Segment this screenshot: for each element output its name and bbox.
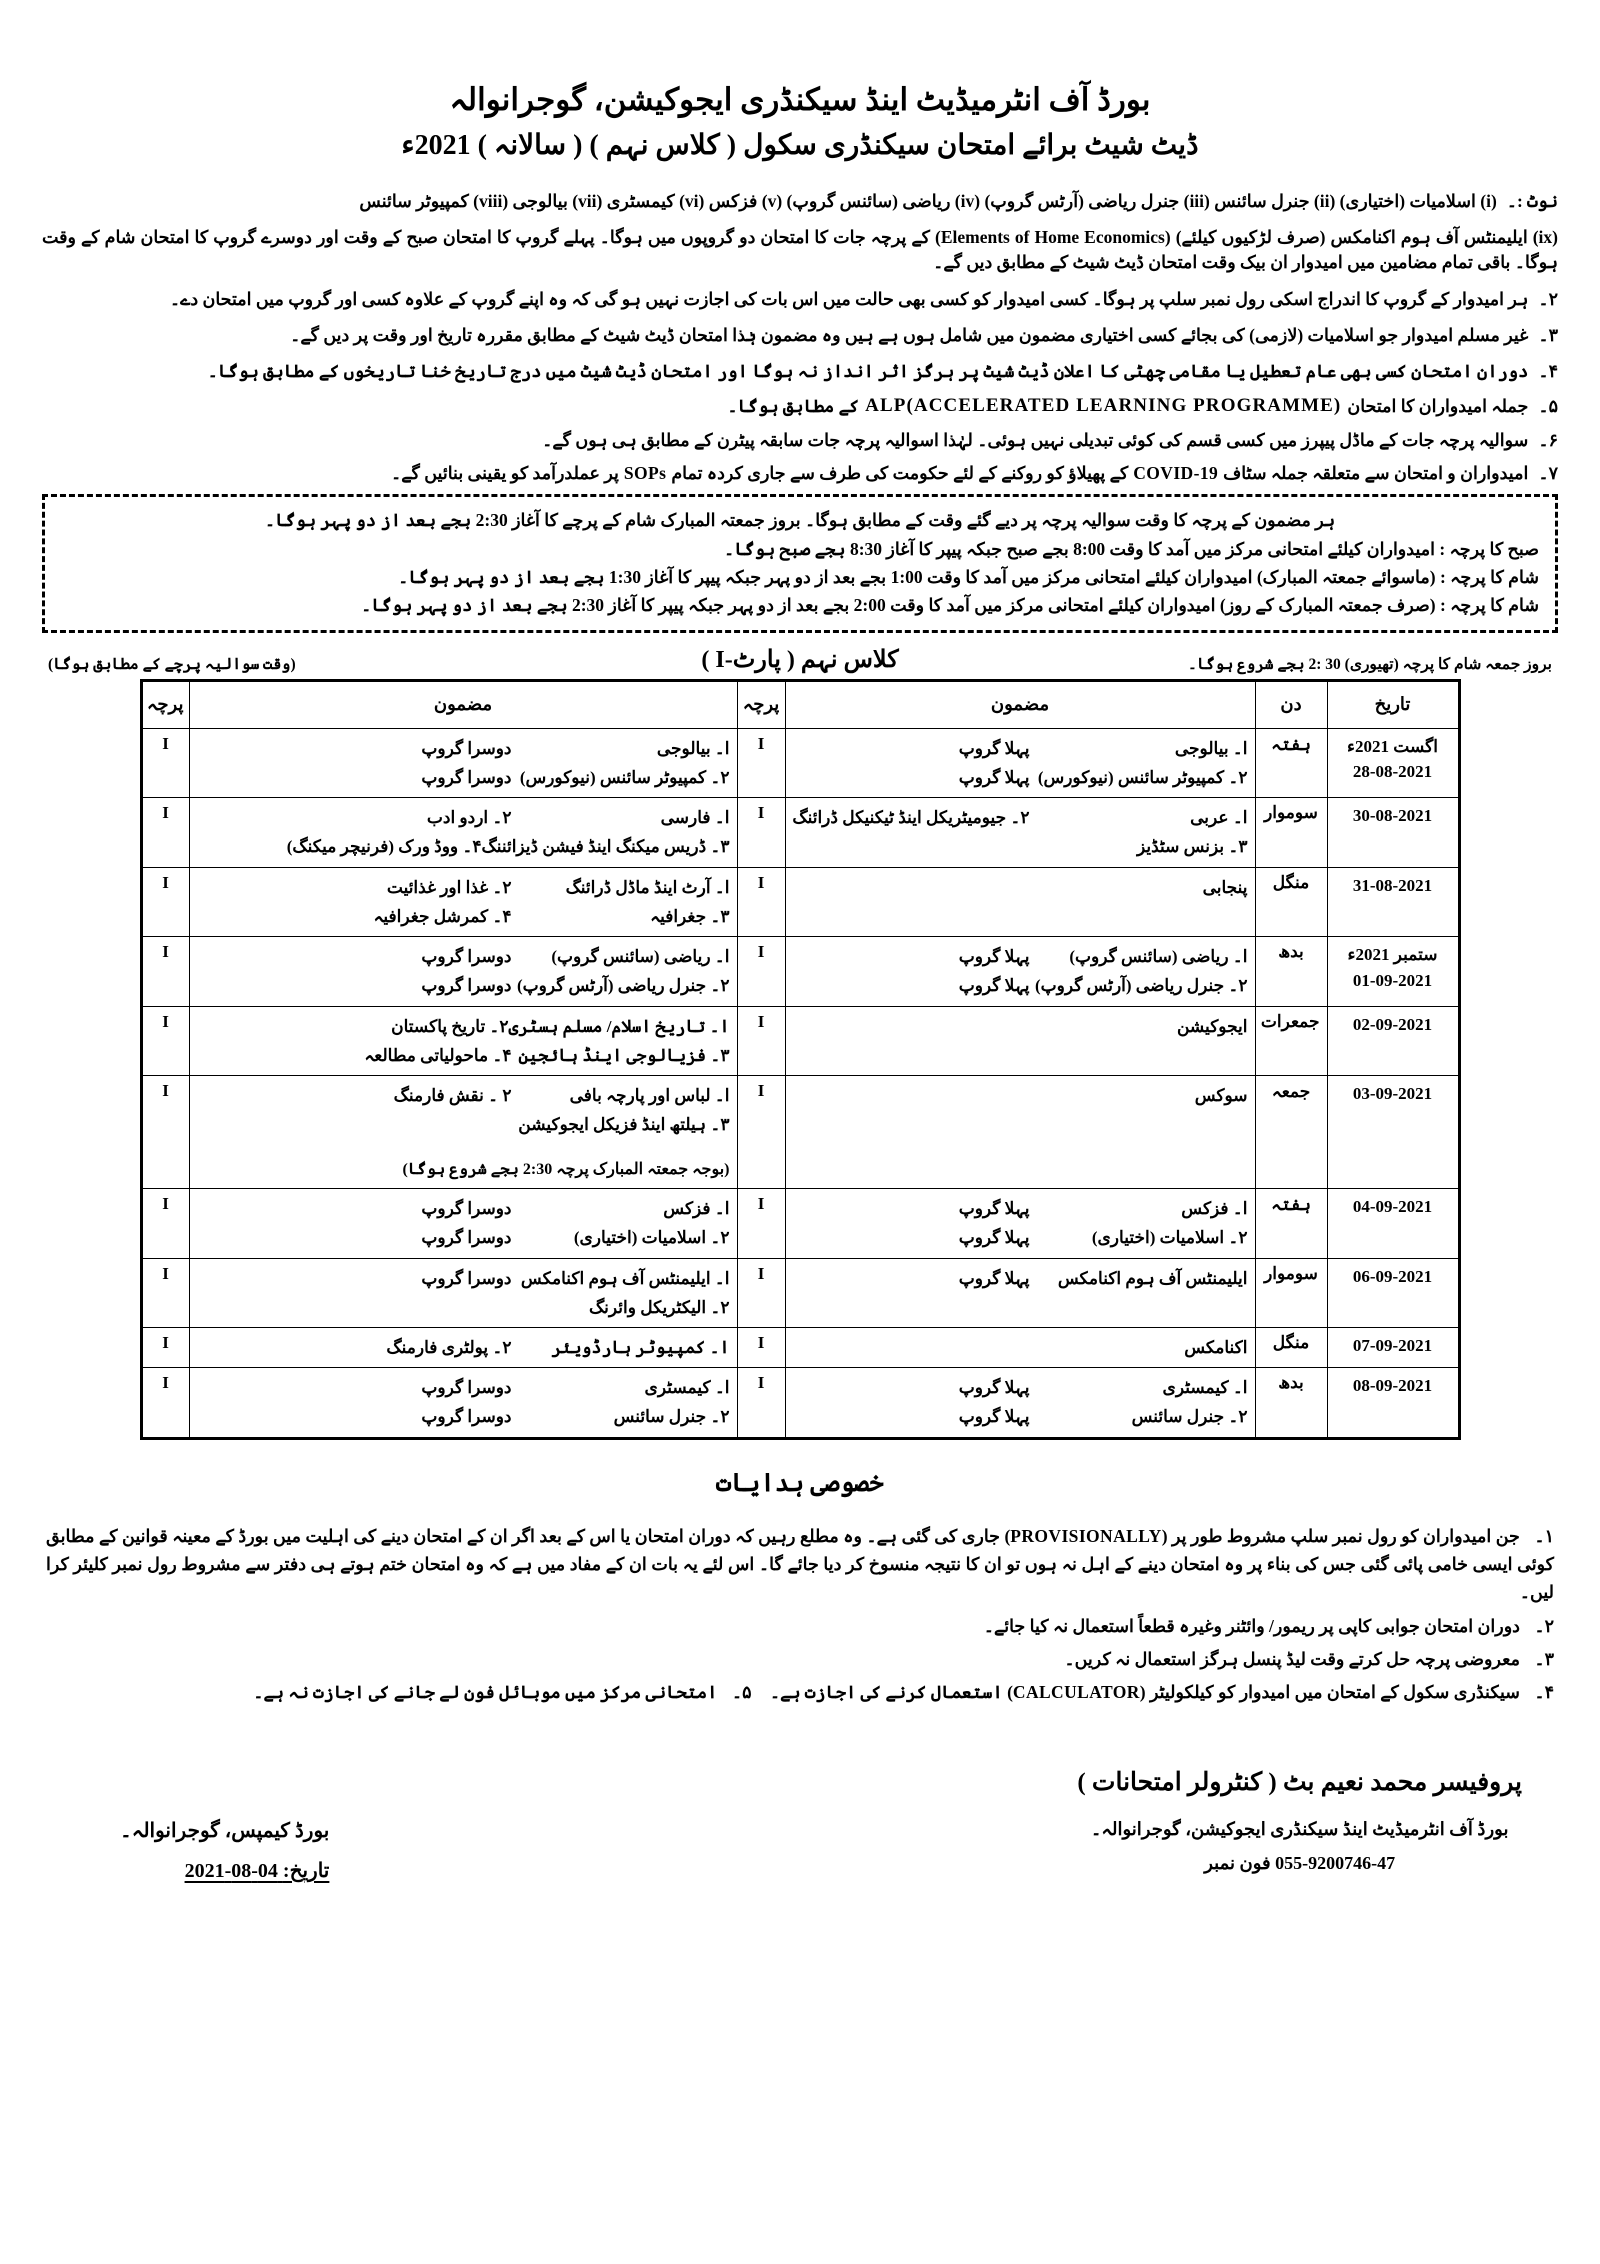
cell-subject-evening bbox=[189, 1368, 737, 1438]
special-5-text: امتحانی مرکز میں موبائل فون لے جانے کی اجازت نہ ہے۔ bbox=[253, 1682, 718, 1703]
cell-paper-morning: I bbox=[737, 1006, 785, 1075]
subject-name: ا۔ بیالوجی bbox=[656, 738, 730, 758]
subject-line bbox=[197, 1293, 730, 1322]
subject-group: پہلا گروپ bbox=[958, 1268, 1030, 1288]
timing-friday-row bbox=[61, 591, 1539, 619]
cell-paper-morning: I bbox=[737, 1258, 785, 1327]
special-4-text-a: سیکنڈری سکول کے امتحان میں امیدوار کو کیلکولیٹر ( bbox=[1139, 1682, 1520, 1703]
cell-paper-evening: I bbox=[141, 1189, 189, 1258]
cell-paper-morning: I bbox=[737, 1368, 785, 1438]
cell-date bbox=[1327, 1189, 1459, 1258]
subject-line bbox=[793, 942, 1248, 971]
special-instructions-title: خصوصی ہدایات bbox=[716, 1469, 884, 1497]
cell-day: منگل bbox=[1255, 867, 1327, 936]
subject-line bbox=[793, 1373, 1248, 1402]
alp-programme-name: ALP(ACCELERATED LEARNING PROGRAMME) bbox=[865, 394, 1342, 416]
subject-line bbox=[793, 832, 1248, 861]
date-value: 08-09-2021 bbox=[1352, 1376, 1433, 1396]
subject-name: اکنامکس bbox=[1184, 1338, 1248, 1358]
subject-name: ۲۔ کمپیوٹر سائنس (نیوکورس) bbox=[519, 767, 730, 787]
subject-group: ۲ ۔ نقش فارمنگ bbox=[393, 1086, 512, 1106]
subject-line bbox=[197, 1194, 730, 1223]
cell-paper-morning: I bbox=[737, 867, 785, 936]
cell-paper-morning: I bbox=[737, 1328, 785, 1368]
note-item-1 bbox=[42, 189, 1558, 214]
table-row bbox=[141, 1368, 1459, 1438]
subject-line bbox=[197, 902, 730, 931]
subject-line bbox=[197, 1264, 730, 1293]
subject-line bbox=[793, 763, 1248, 792]
subject-name: ا۔ فزکس bbox=[663, 1199, 730, 1219]
subject-line bbox=[197, 1373, 730, 1402]
subject-line bbox=[793, 1264, 1248, 1293]
phone-number: 055-9200746-47 bbox=[1275, 1853, 1396, 1874]
subject-line bbox=[197, 1012, 730, 1041]
note-7-text-a: امیدواران و امتحان سے متعلقہ جملہ سٹاف bbox=[1223, 463, 1529, 484]
cell-paper-evening: I bbox=[141, 867, 189, 936]
cell-subject-evening bbox=[189, 867, 737, 936]
issue-details bbox=[120, 1759, 329, 1891]
subject-line bbox=[793, 1333, 1248, 1362]
note-1-body: (ix) ایلیمنٹس آف ہوم اکنامکس (صرف لڑکیوں کیلئے) (Elements of Home Economics) کے پرچہ جات کا امتحان دو گروپوں میں ہوگا۔ پہلے گروپ کا امتحان صبح کے وقت اور دوسرے گروپ کا امتحان شام کے وقت ہوگا۔ باقی تمام مضامین میں امیدوار ان بیک وقت امتحان ڈیٹ شیٹ کے مطابق دیں گے۔ bbox=[42, 226, 1558, 273]
subject-group: ۲۔ غذا اور غذائیت bbox=[386, 877, 512, 897]
cell-day: ہفتہ bbox=[1255, 728, 1327, 797]
notes-block bbox=[42, 189, 1558, 484]
subject-name: ا۔ آرٹ اینڈ ماڈل ڈرائنگ bbox=[565, 877, 730, 897]
issue-date-row bbox=[120, 1851, 329, 1891]
cell-day: بدھ bbox=[1255, 1368, 1327, 1438]
subject-line bbox=[197, 1041, 730, 1070]
subject-name: ا۔ ریاضی (سائنس گروپ) bbox=[1069, 947, 1248, 967]
note-5-after: کے مطابق ہوگا۔ bbox=[727, 395, 860, 416]
note-2-marker: ۲۔ bbox=[1538, 288, 1558, 309]
subject-name: ۲۔ جنرل سائنس bbox=[613, 1407, 730, 1427]
subject-group: دوسرا گروپ bbox=[421, 767, 512, 787]
table-body bbox=[141, 728, 1459, 1438]
date-value: 04-09-2021 bbox=[1352, 1197, 1433, 1217]
subject-line bbox=[793, 1012, 1248, 1041]
cell-subject-evening bbox=[189, 1006, 737, 1075]
subject-name: پنجابی bbox=[1202, 877, 1248, 897]
subject-line bbox=[197, 942, 730, 971]
special-items-4-and-5 bbox=[46, 1678, 1554, 1706]
class-title-strip bbox=[48, 645, 1552, 674]
subject-line bbox=[197, 1110, 730, 1139]
table-row bbox=[141, 798, 1459, 867]
timing-morning-text: امیدواران کیلئے امتحانی مرکز میں آمد کا وقت 8:00 بجے صبح جبکہ پیپر کا آغاز 8:30 بجے صبح ہوگا۔ bbox=[724, 538, 1435, 559]
cell-day: سوموار bbox=[1255, 798, 1327, 867]
subject-name: ۳۔ فزیالوجی اینڈ ہائجین bbox=[518, 1045, 730, 1065]
table-head bbox=[141, 680, 1459, 728]
note-label: نوٹ :۔ bbox=[1506, 190, 1558, 211]
paper-time-note: (وقت سوالیہ پرچے کے مطابق ہوگا) bbox=[47, 655, 296, 673]
cell-date bbox=[1327, 1328, 1459, 1368]
cell-subject-evening bbox=[189, 937, 737, 1006]
note-item-7-covid bbox=[42, 464, 1558, 483]
special-2-text: دوران امتحان جوابی کاپی پر ریمور/ وائٹنر وغیرہ قطعاً استعمال نہ کیا جائے۔ bbox=[983, 1615, 1520, 1636]
subject-group: دوسرا گروپ bbox=[421, 738, 512, 758]
cell-date bbox=[1327, 867, 1459, 936]
subject-name: ا۔ فارسی bbox=[660, 808, 730, 828]
cell-subject-evening bbox=[189, 798, 737, 867]
cell-subject-evening bbox=[189, 728, 737, 797]
note-3-text: غیر مسلم امیدوار جو اسلامیات (لازمی) کی بجائے کسی اختیاری مضمون میں شامل ہوں ہے ہیں وہ مضمون ہٰذا امتحان ڈیٹ شیٹ کے مطابق مقررہ تاریخ اور وقت پر دیں گے۔ bbox=[290, 325, 1529, 346]
cell-paper-evening: I bbox=[141, 1258, 189, 1327]
document-footer bbox=[120, 1759, 1522, 1891]
subject-line bbox=[793, 1194, 1248, 1223]
special-item-3 bbox=[46, 1645, 1554, 1673]
note-item-2 bbox=[42, 287, 1558, 312]
special-2-marker: ۲۔ bbox=[1534, 1615, 1554, 1636]
subject-line bbox=[793, 971, 1248, 1000]
cell-subject-morning bbox=[785, 937, 1255, 1006]
note-1-subject-list: (i) اسلامیات (اختیاری) (ii) جنرل سائنس (iii) جنرل ریاضی (آرٹس گروپ) (iv) ریاضی (سائنس گروپ) (v) فزکس (vi) کیمسٹری (vii) بیالوجی (viii) کمپیوٹر سائنس bbox=[359, 190, 1497, 211]
table-row bbox=[141, 1258, 1459, 1327]
header-subject-evening: مضمون bbox=[189, 680, 737, 728]
contact-phone bbox=[1077, 1846, 1522, 1880]
subject-group: پہلا گروپ bbox=[958, 1378, 1030, 1398]
phone-label: فون نمبر bbox=[1204, 1853, 1271, 1874]
special-4-marker: ۴۔ bbox=[1534, 1682, 1554, 1703]
subject-name: ۳۔ ڈریس میکنگ اینڈ فیشن ڈیزائننگ bbox=[481, 837, 730, 857]
timing-evening-text: (ماسوائے جمعتہ المبارک) امیدواران کیلئے امتحانی مرکز میں آمد کا وقت 1:00 بجے بعد از دو پہر جبکہ پیپر کا آغاز 1:30 بجے بعد از دو پہر ہوگا۔ bbox=[398, 567, 1436, 588]
subject-group: پہلا گروپ bbox=[958, 738, 1030, 758]
cell-subject-evening bbox=[189, 1258, 737, 1327]
note-7-marker: ۷۔ bbox=[1538, 463, 1558, 484]
cell-date bbox=[1327, 728, 1459, 797]
note-item-3 bbox=[42, 323, 1558, 348]
note-2-text: ہر امیدوار کے گروپ کا اندراج اسکی رول نمبر سلپ پر ہوگا۔ کسی امیدوار کو کسی بھی حالت میں اس بات کی اجازت نہیں ہو گی کہ وہ اپنے گروپ کے علاوہ کسی اور گروپ میں امتحان دے۔ bbox=[169, 288, 1529, 309]
table-row bbox=[141, 937, 1459, 1006]
cell-paper-evening: I bbox=[141, 937, 189, 1006]
subject-line bbox=[793, 803, 1248, 832]
sops-label: SOPs bbox=[623, 463, 667, 484]
cell-day: منگل bbox=[1255, 1328, 1327, 1368]
date-value: 03-09-2021 bbox=[1352, 1084, 1433, 1104]
cell-paper-morning: I bbox=[737, 798, 785, 867]
cell-paper-morning: I bbox=[737, 728, 785, 797]
subject-name: ا۔ کیمسٹری bbox=[644, 1378, 730, 1398]
cell-date bbox=[1327, 1368, 1459, 1438]
subject-name: ۳۔ جغرافیہ bbox=[650, 906, 730, 926]
subject-line bbox=[793, 1223, 1248, 1252]
date-value: 07-09-2021 bbox=[1352, 1336, 1433, 1356]
cell-date bbox=[1327, 1076, 1459, 1189]
subject-line bbox=[197, 1402, 730, 1431]
subject-line bbox=[197, 803, 730, 832]
subject-group: دوسرا گروپ bbox=[421, 1228, 512, 1248]
cell-date bbox=[1327, 1006, 1459, 1075]
table-header-row bbox=[141, 680, 1459, 728]
subject-name: سوکس bbox=[1194, 1086, 1248, 1106]
subject-name: ا۔ عربی bbox=[1190, 808, 1248, 828]
friday-evening-note: بروز جمعہ شام کا پرچہ (تھیوری) 30 :2 بجے شروع ہوگا۔ bbox=[1187, 655, 1552, 673]
timing-evening-label: شام کا پرچہ : bbox=[1439, 567, 1539, 588]
covid-label: COVID-19 bbox=[1133, 463, 1219, 484]
timing-morning-row bbox=[61, 535, 1539, 563]
issue-date-label: تاریخ: bbox=[282, 1859, 330, 1882]
timing-morning-label: صبح کا پرچہ : bbox=[1439, 538, 1539, 559]
note-4-text: دوران امتحان کسی بھی عام تعطیل یا مقامی چھٹی کا اعلان ڈیٹ شیٹ پر ہرگز اثر انداز نہ ہوگا اور امتحان ڈیٹ شیٹ میں درج تاریخ خنا تاریخوں کے مطابق ہوگا۔ bbox=[207, 361, 1529, 382]
subject-name: ایلیمنٹس آف ہوم اکنامکس bbox=[1057, 1268, 1248, 1288]
special-3-text: معروضی پرچہ حل کرتے وقت لیڈ پنسل ہرگز استعمال نہ کریں۔ bbox=[1064, 1649, 1520, 1670]
subject-group: پہلا گروپ bbox=[958, 1199, 1030, 1219]
cell-paper-evening: I bbox=[141, 1076, 189, 1189]
subject-name: ا۔ تاریخ اسلام/ مسلم ہسٹری bbox=[508, 1016, 730, 1036]
note-3-marker: ۳۔ bbox=[1538, 325, 1558, 346]
subject-name: ۲۔ جنرل ریاضی (آرٹس گروپ) bbox=[516, 976, 730, 996]
subject-group: ۲۔ اردو ادب bbox=[426, 808, 512, 828]
document-header bbox=[0, 0, 1600, 167]
timing-evening-row bbox=[61, 563, 1539, 591]
subject-group: دوسرا گروپ bbox=[421, 1268, 512, 1288]
document-subtitle: ڈیٹ شیٹ برائے امتحان سیکنڈری سکول ( کلاس نہم ) ( سالانہ ) 2021ء bbox=[401, 130, 1199, 162]
subject-group: ۴۔ ووڈ ورک (فرنیچر میکنگ) bbox=[286, 837, 482, 857]
subject-group: دوسرا گروپ bbox=[421, 1378, 512, 1398]
date-value: 30-08-2021 bbox=[1352, 806, 1433, 826]
subject-group: پہلا گروپ bbox=[958, 947, 1030, 967]
subject-line bbox=[197, 971, 730, 1000]
month-label: اگست 2021ء bbox=[1347, 736, 1438, 756]
cell-subject-morning bbox=[785, 867, 1255, 936]
cell-subject-morning bbox=[785, 1076, 1255, 1189]
cell-paper-morning: I bbox=[737, 937, 785, 1006]
date-value: 28-08-2021 bbox=[1352, 762, 1433, 782]
subject-name: ا۔ ریاضی (سائنس گروپ) bbox=[551, 947, 730, 967]
header-date: تاریخ bbox=[1327, 680, 1459, 728]
subject-name: ۳۔ ہیلتھ اینڈ فزیکل ایجوکیشن bbox=[518, 1115, 730, 1135]
special-5-marker: ۵۔ bbox=[731, 1682, 752, 1703]
cell-date bbox=[1327, 1258, 1459, 1327]
note-7-text-b: کے پھیلاؤ کو روکنے کے لئے حکومت کی طرف سے جاری کردہ تمام bbox=[671, 463, 1129, 484]
subject-name: ۲۔ جنرل ریاضی (آرٹس گروپ) bbox=[1034, 976, 1248, 996]
header-subject-morning: مضمون bbox=[785, 680, 1255, 728]
subject-group: ۲۔ جیومیٹریکل اینڈ ٹیکنیکل ڈرائنگ bbox=[792, 808, 1030, 828]
subject-group: پہلا گروپ bbox=[958, 767, 1030, 787]
table-row bbox=[141, 728, 1459, 797]
note-7-text-c: پر عملدرآمد کو یقینی بنائیں گے۔ bbox=[391, 463, 619, 484]
controller-name: پروفیسر محمد نعیم بٹ ( کنٹرولر امتحانات ) bbox=[1077, 1768, 1522, 1796]
header-paper-evening: پرچہ bbox=[141, 680, 189, 728]
timing-general: ہر مضمون کے پرچہ کا وقت سوالیہ پرچہ پر دیے گئے وقت کے مطابق ہوگا۔ بروز جمعتہ المبارک شام کے پرچے کا آغاز 2:30 بجے بعد از دو پہر ہوگا۔ bbox=[264, 510, 1336, 531]
cell-subject-morning bbox=[785, 1006, 1255, 1075]
subject-name: ۲۔ کمپیوٹر سائنس (نیوکورس) bbox=[1037, 767, 1248, 787]
cell-day: جمعرات bbox=[1255, 1006, 1327, 1075]
subject-timing-note: (بوجہ جمعتہ المبارک پرچہ 2:30 بجے شروع ہوگا) bbox=[402, 1160, 730, 1178]
timing-friday-text: (صرف جمعتہ المبارک کے روز) امیدواران کیلئے امتحانی مرکز میں آمد کا وقت 2:00 بجے بعد از دو پہر جبکہ پیپر کا آغاز 2:30 بجے بعد از دو پہر ہوگا۔ bbox=[361, 595, 1436, 616]
cell-day: جمعہ bbox=[1255, 1076, 1327, 1189]
cell-day: سوموار bbox=[1255, 1258, 1327, 1327]
note-4-marker: ۴۔ bbox=[1538, 361, 1558, 382]
cell-date bbox=[1327, 937, 1459, 1006]
special-instructions-block bbox=[46, 1522, 1554, 1707]
subject-name: ا۔ بیالوجی bbox=[1174, 738, 1248, 758]
subject-name: ۲۔ جنرل سائنس bbox=[1131, 1407, 1248, 1427]
special-item-1 bbox=[46, 1522, 1554, 1607]
subject-group: پہلا گروپ bbox=[958, 1228, 1030, 1248]
table-row bbox=[141, 867, 1459, 936]
table-row bbox=[141, 1189, 1459, 1258]
cell-day: ہفتہ bbox=[1255, 1189, 1327, 1258]
header-day: دن bbox=[1255, 680, 1327, 728]
signature-block bbox=[1077, 1759, 1522, 1881]
cell-paper-evening: I bbox=[141, 1006, 189, 1075]
subject-line bbox=[197, 734, 730, 763]
subject-line bbox=[197, 763, 730, 792]
cell-paper-evening: I bbox=[141, 1368, 189, 1438]
cell-paper-morning: I bbox=[737, 1189, 785, 1258]
month-label: ستمبر 2021ء bbox=[1347, 945, 1438, 965]
subject-line bbox=[793, 734, 1248, 763]
note-item-4 bbox=[42, 359, 1558, 384]
board-title: بورڈ آف انٹرمیڈیٹ اینڈ سیکنڈری ایجوکیشن، گوجرانوالہ bbox=[449, 82, 1151, 117]
cell-subject-morning bbox=[785, 1258, 1255, 1327]
subject-group: ۴۔ ماحولیاتی مطالعہ bbox=[364, 1045, 512, 1065]
subject-line bbox=[197, 1223, 730, 1252]
subject-group: پہلا گروپ bbox=[958, 1407, 1030, 1427]
subject-group: ۲۔ تاریخ پاکستان bbox=[391, 1016, 509, 1036]
date-value: 02-09-2021 bbox=[1352, 1014, 1433, 1034]
subject-name: ایجوکیشن bbox=[1176, 1016, 1248, 1036]
cell-paper-evening: I bbox=[141, 798, 189, 867]
subject-name: ا۔ کمپیوٹر ہارڈویئر bbox=[551, 1338, 730, 1358]
subject-group: دوسرا گروپ bbox=[421, 1407, 512, 1427]
special-3-marker: ۳۔ bbox=[1534, 1649, 1554, 1670]
subject-line bbox=[793, 873, 1248, 902]
cell-paper-evening: I bbox=[141, 728, 189, 797]
date-value: 01-09-2021 bbox=[1352, 970, 1433, 990]
subject-name: ۲۔ اسلامیات (اختیاری) bbox=[1091, 1228, 1248, 1248]
date-value: 06-09-2021 bbox=[1352, 1266, 1433, 1286]
exam-timing-box bbox=[42, 494, 1558, 632]
special-item-2 bbox=[46, 1612, 1554, 1640]
cell-subject-morning bbox=[785, 1368, 1255, 1438]
cell-paper-evening: I bbox=[141, 1328, 189, 1368]
cell-day: بدھ bbox=[1255, 937, 1327, 1006]
note-item-5-alp bbox=[42, 396, 1558, 417]
date-sheet-table bbox=[140, 679, 1461, 1440]
cell-subject-morning bbox=[785, 1328, 1255, 1368]
cell-subject-evening bbox=[189, 1189, 737, 1258]
campus-location: بورڈ کیمپس، گوجرانوالہ۔ bbox=[120, 1819, 330, 1842]
subject-name: ۲۔ اسلامیات (اختیاری) bbox=[573, 1228, 730, 1248]
subject-line bbox=[197, 873, 730, 902]
subject-name: ا۔ ایلیمنٹس آف ہوم اکنامکس bbox=[520, 1268, 730, 1288]
special-1-marker: ۱۔ bbox=[1534, 1525, 1554, 1546]
note-6-marker: ۶۔ bbox=[1538, 429, 1558, 450]
date-value: 31-08-2021 bbox=[1352, 875, 1433, 895]
table-row bbox=[141, 1006, 1459, 1075]
subject-name: ا۔ لباس اور پارچہ بافی bbox=[569, 1086, 730, 1106]
provisionally-label: PROVISIONALLY bbox=[1010, 1525, 1162, 1546]
subject-name: ۲۔ الیکٹریکل وائرنگ bbox=[588, 1297, 730, 1317]
subject-name: ۳۔ بزنس سٹڈیز bbox=[1136, 837, 1248, 857]
subject-line bbox=[793, 1402, 1248, 1431]
subject-group: ۴۔ کمرشل جغرافیہ bbox=[373, 906, 512, 926]
note-5-marker: ۵۔ bbox=[1538, 395, 1558, 416]
subject-name: ا۔ فزکس bbox=[1181, 1199, 1248, 1219]
subject-group: دوسرا گروپ bbox=[421, 976, 512, 996]
signature-board-name: بورڈ آف انٹرمیڈیٹ اینڈ سیکنڈری ایجوکیشن، گوجرانوالہ۔ bbox=[1090, 1819, 1509, 1840]
subject-line bbox=[197, 1081, 730, 1110]
header-paper-morning: پرچہ bbox=[737, 680, 785, 728]
note-item-1-continued bbox=[42, 225, 1558, 276]
note-5-before: جملہ امیدواران کا امتحان bbox=[1347, 395, 1529, 416]
timing-friday-label: شام کا پرچہ : bbox=[1439, 595, 1539, 616]
subject-name: ا۔ کیمسٹری bbox=[1162, 1378, 1248, 1398]
table-row bbox=[141, 1328, 1459, 1368]
special-1-text-b: ) جاری کی گئی ہے۔ وہ مطلع رہیں کہ دوران امتحان یا اس کے بعد اگر ان کے امتحان دینے کی اہلیت میں بورڈ کے معینہ قوانین کے مطابق کوئی ایسی خامی پائی گئی جس کی بناء پر وہ امتحان دینے کے اہل نہ ہوں تو ان کا نتیجہ منسوخ کر دیا جائے گا۔ اس لئے یہ بات ان کے مفاد میں ہے کہ وہ امتحان ختم ہوتے ہی دفتر سے مشروط رول نمبر کلیئر کرا لیں۔ bbox=[46, 1525, 1554, 1603]
cell-subject-morning bbox=[785, 728, 1255, 797]
subject-line bbox=[793, 1081, 1248, 1110]
subject-group: دوسرا گروپ bbox=[421, 1199, 512, 1219]
cell-date bbox=[1327, 798, 1459, 867]
issue-date-value: 04-08-2021 bbox=[184, 1859, 278, 1882]
cell-subject-morning bbox=[785, 1189, 1255, 1258]
calculator-label: CALCULATOR bbox=[1012, 1682, 1140, 1703]
special-4-text-b: ) استعمال کرنے کی اجازت ہے۔ bbox=[769, 1682, 1013, 1703]
cell-paper-morning: I bbox=[737, 1076, 785, 1189]
table-row bbox=[141, 1076, 1459, 1189]
cell-subject-evening bbox=[189, 1328, 737, 1368]
cell-subject-morning bbox=[785, 798, 1255, 867]
note-6-text: سوالیہ پرچہ جات کے ماڈل پیپرز میں کسی قسم کی کوئی تبدیلی نہیں ہوئی۔ لہٰذا اسوالیہ پرچہ جات سابقہ پیٹرن کے مطابق ہی ہوں گے۔ bbox=[542, 429, 1529, 450]
subject-group: پہلا گروپ bbox=[958, 976, 1030, 996]
note-item-6 bbox=[42, 428, 1558, 453]
cell-subject-evening bbox=[189, 1076, 737, 1189]
subject-group: دوسرا گروپ bbox=[421, 947, 512, 967]
subject-group: ۲۔ پولٹری فارمنگ bbox=[386, 1338, 512, 1358]
subject-line bbox=[197, 832, 730, 861]
special-1-text-a: جن امیدواران کو رول نمبر سلپ مشروط طور پر ( bbox=[1161, 1525, 1520, 1546]
subject-line bbox=[197, 1333, 730, 1362]
class-title: کلاس نہم ( پارٹ-I ) bbox=[701, 646, 899, 673]
